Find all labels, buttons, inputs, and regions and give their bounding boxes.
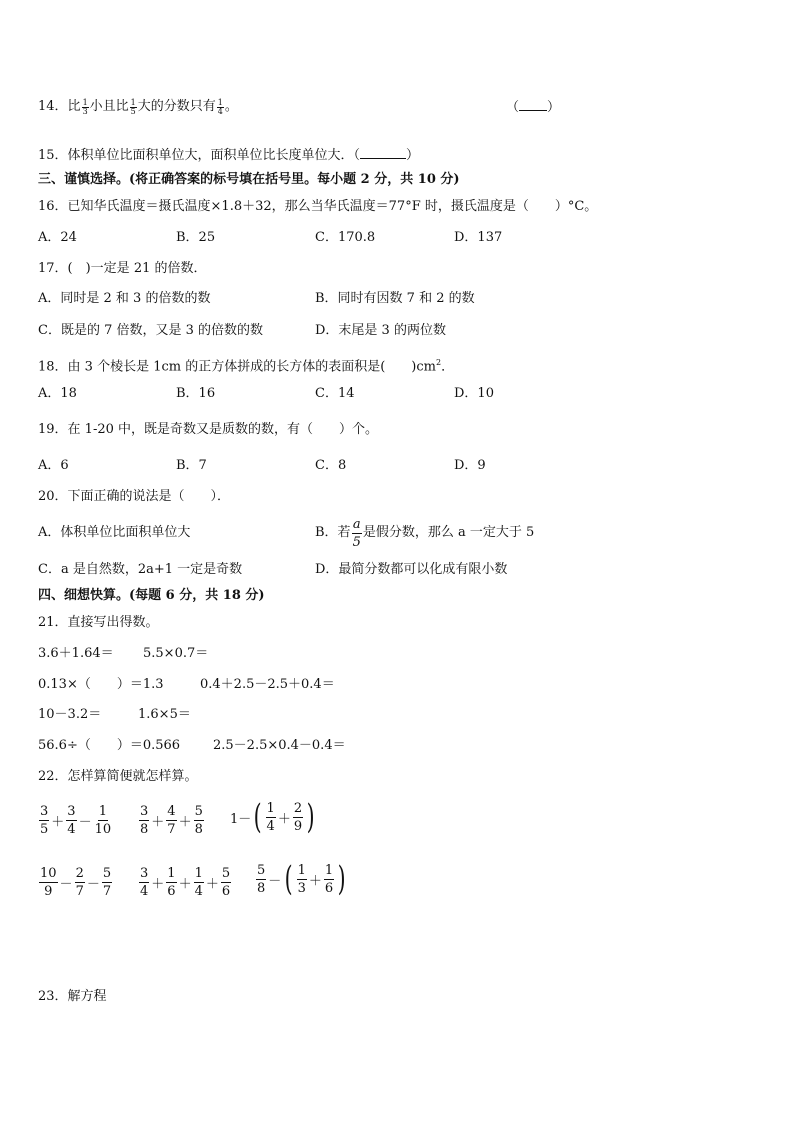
q19-option-d[interactable]: D．9	[454, 458, 486, 473]
q20-option-b[interactable]: B．若 $\frac{a}{5}$ 是假分数，那么 a 一定大于 5	[315, 516, 535, 550]
question-22: 22．怎样算简便就怎样算。	[38, 769, 198, 784]
question-21: 21．直接写出得数。	[38, 615, 159, 630]
q22-expression-3: 1－ ( $\frac{1}{4}$ ＋ $\frac{2}{9}$ )	[230, 797, 315, 837]
q21-item: 2.5－2.5×0.4－0.4＝	[213, 738, 346, 753]
question-18: 18．由 3 个棱长是 1cm 的正方体拼成的长方体的表面积是( )$cm^2$．	[38, 358, 455, 375]
q22-expression-1: $\frac{3}{5}$ ＋ $\frac{3}{4}$ － $\frac{1}{10}$	[40, 804, 112, 837]
question-16: 16．已知华氏温度＝摄氏温度×1.8＋32，那么当华氏温度＝77°F 时，摄氏温度是（ ）°C。	[38, 199, 598, 214]
q20-option-d[interactable]: D．最简分数都可以化成有限小数	[315, 562, 508, 577]
q16-option-a[interactable]: A．24	[38, 230, 77, 245]
q21-item: 10－3.2＝	[38, 707, 102, 722]
section-4-heading: 四、细想快算。(每题 6 分，共 18 分)	[38, 588, 265, 603]
q15-answer-blank[interactable]	[360, 146, 406, 159]
q20-option-c[interactable]: C．a 是自然数，2a+1 一定是奇数	[38, 562, 243, 577]
question-14: 14． 比 1 3 小且比 1 5 大的分数只有 1 4 。	[38, 97, 238, 116]
q21-item: 0.13×（ ）＝1.3	[38, 677, 164, 692]
q21-item: 0.4＋2.5－2.5＋0.4＝	[200, 677, 335, 692]
q22-expression-4: $\frac{10}{9}$ － $\frac{2}{7}$ － $\frac{5}{7}$	[40, 866, 112, 899]
section-3-heading: 三、谨慎选择。(将正确答案的标号填在括号里。每小题 2 分，共 10 分)	[38, 172, 460, 187]
q16-option-c[interactable]: C．170.8	[315, 230, 376, 245]
q16-option-b[interactable]: B．25	[176, 230, 216, 245]
q17-option-c[interactable]: C．既是的 7 倍数，又是 3 的倍数的数	[38, 323, 264, 338]
q18-option-c[interactable]: C．14	[315, 386, 355, 401]
q17-option-a[interactable]: A．同时是 2 和 3 的倍数的数	[38, 291, 211, 306]
q22-expression-5: $\frac{3}{4}$ ＋ $\frac{1}{6}$ ＋ $\frac{1}{4}$ ＋ $\frac{5}{6}$	[140, 866, 231, 899]
q21-item: 3.6＋1.64＝	[38, 646, 114, 661]
q19-option-c[interactable]: C．8	[315, 458, 347, 473]
q18-option-d[interactable]: D．10	[454, 386, 494, 401]
q17-option-b[interactable]: B．同时有因数 7 和 2 的数	[315, 291, 475, 306]
question-15: 15．体积单位比面积单位大，面积单位比长度单位大．（ ）	[38, 148, 420, 163]
question-19: 19．在 1-20 中，既是奇数又是质数的数，有（ ）个。	[38, 422, 379, 437]
question-23: 23．解方程	[38, 989, 107, 1004]
q17-option-d[interactable]: D．末尾是 3 的两位数	[315, 323, 446, 338]
q21-item: 56.6÷（ ）＝0.566	[38, 738, 181, 753]
fraction: 1 3	[82, 97, 88, 116]
q21-item: 1.6×5＝	[138, 707, 191, 722]
q22-expression-2: $\frac{3}{8}$ ＋ $\frac{4}{7}$ ＋ $\frac{5}{8}$	[140, 804, 203, 837]
question-17: 17．( )一定是 21 的倍数．	[38, 261, 207, 276]
fraction: 1 5	[130, 97, 136, 116]
q14-answer-blank[interactable]: （ ）	[506, 100, 561, 115]
q14-number: 14．	[38, 99, 68, 114]
q20-option-a[interactable]: A．体积单位比面积单位大	[38, 525, 191, 540]
q22-expression-6: $\frac{5}{8}$ － ( $\frac{1}{3}$ ＋ $\frac{1}{6}$ )	[257, 859, 346, 899]
q19-option-a[interactable]: A．6	[38, 458, 69, 473]
q19-option-b[interactable]: B．7	[176, 458, 207, 473]
q16-option-d[interactable]: D．137	[454, 230, 503, 245]
question-20: 20．下面正确的说法是（ ）．	[38, 489, 231, 504]
q18-option-b[interactable]: B．16	[176, 386, 216, 401]
fraction: $\frac{a}{5}$	[352, 516, 361, 550]
q18-option-a[interactable]: A．18	[38, 386, 77, 401]
q21-item: 5.5×0.7＝	[143, 646, 209, 661]
fraction: 1 4	[217, 97, 223, 116]
